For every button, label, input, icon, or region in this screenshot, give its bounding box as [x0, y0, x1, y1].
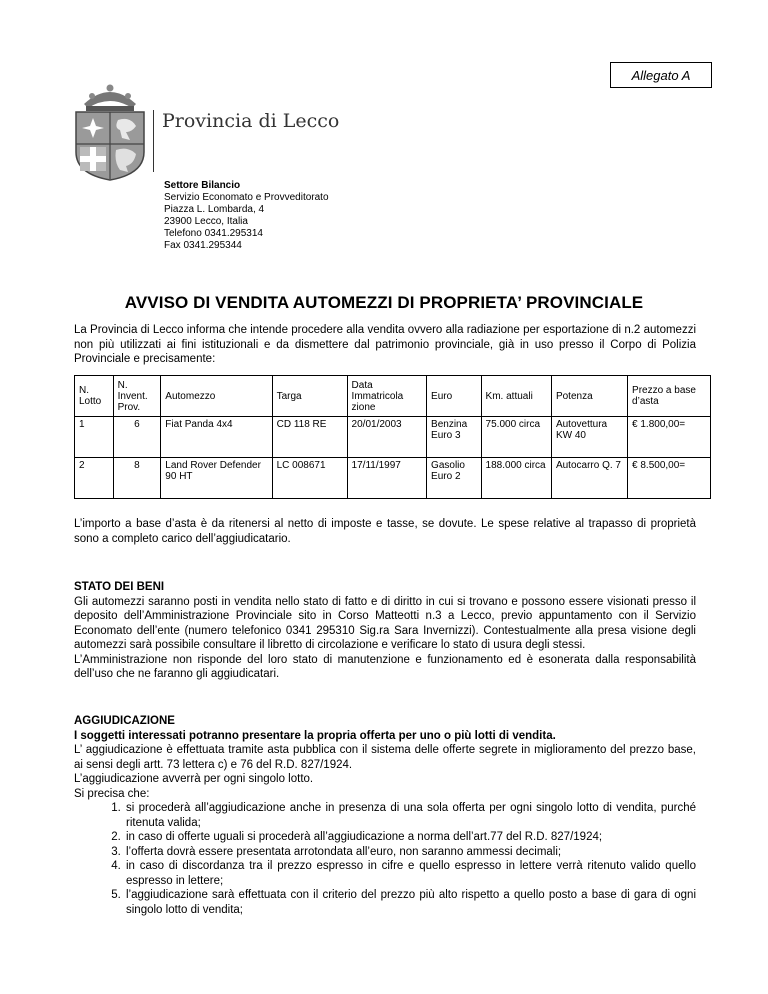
importo-note: L’importo a base d’asta è da ritenersi al netto di imposte e tasse, se dovute. Le spese relative al trapasso di proprietà sono a completo carico dell’aggiudicatario.: [74, 518, 696, 545]
header-cell: Data Immatricola zione: [347, 376, 427, 417]
bold-line-text: I soggetti interessati potranno presentare la propria offerta per uno o più lotti di vendita: [74, 729, 553, 742]
settore-title: Settore Bilancio: [164, 180, 241, 191]
table-cell: 75.000 circa: [481, 417, 551, 458]
table-cell: 20/01/2003: [347, 417, 427, 458]
table-cell: Land Rover Defender 90 HT: [161, 458, 272, 499]
list-item: 3. l’offerta dovrà essere presentata arrotondata all’euro, non saranno ammessi decimali;: [124, 845, 696, 860]
table-cell: Fiat Panda 4x4: [161, 417, 272, 458]
document-title: AVVISO DI VENDITA AUTOMEZZI DI PROPRIETA’ PROVINCIALE: [124, 293, 644, 312]
header-cell: Prezzo a base d’asta: [628, 376, 711, 417]
phone-line: Telefono 0341.295314: [164, 228, 263, 239]
aggiudicazione-bold-line: I soggetti interessati potranno presentare la propria offerta per uno o più lotti di vendita.: [74, 729, 556, 742]
logo-divider: [153, 110, 154, 172]
aggiudicazione-paragraph: L’ aggiudicazione è effettuata tramite asta pubblica con il sistema delle offerte segrete in miglioramento del prezzo base, ai sensi degli artt. 73 lettera c) e 76 del R.D. 827/1924.: [74, 744, 696, 771]
list-item: 5. l’aggiudicazione sarà effettuata con il criterio del prezzo più alto rispetto a quello posto a base di gara di ogni singolo lotto di vendita;: [124, 888, 696, 917]
intro-paragraph: La Provincia di Lecco informa che intende procedere alla vendita ovvero alla radiazione per esportazione di n.2 automezzi non più utilizzati ai fini istituzionali e da dismettere dal patrimonio provinciale, già in uso presso il Corpo di Polizia Provinciale e precisamente:: [74, 324, 696, 365]
table-cell: CD 118 RE: [272, 417, 347, 458]
address-line: Piazza L. Lombarda, 4: [164, 204, 265, 215]
table-cell: 1: [75, 417, 114, 458]
address-line: Servizio Economato e Provveditorato: [164, 192, 329, 203]
table-header-row: [75, 376, 711, 417]
table-cell: 2: [75, 458, 114, 499]
address-line: 23900 Lecco, Italia: [164, 216, 248, 227]
table-cell: 8: [113, 458, 161, 499]
stato-heading: STATO DEI BENI: [74, 581, 165, 593]
allegato-label: [610, 62, 712, 88]
vehicles-table: [74, 375, 711, 499]
fax-line: Fax 0341.295344: [164, 240, 242, 251]
header-cell: Km. attuali: [481, 376, 551, 417]
table-cell: Autocarro Q. 7: [551, 458, 627, 499]
table-cell: 188.000 circa: [481, 458, 551, 499]
allegato-text: Allegato A: [631, 67, 691, 83]
table-cell: Autovettura KW 40: [551, 417, 627, 458]
aggiudicazione-paragraph: L’aggiudicazione avverrà per ogni singolo lotto.: [74, 773, 314, 785]
list-item: 4. in caso di discordanza tra il prezzo espresso in cifre e quello espresso in lettere verrà ritenuto valido quello espresso in lettere;: [124, 859, 696, 888]
table-cell: € 8.500,00=: [628, 458, 711, 499]
aggiudicazione-section: [74, 714, 696, 801]
entity-name: Provincia di Lecco: [162, 110, 340, 132]
list-item: 2. in caso di offerte uguali si procederà all’aggiudicazione a norma dell’art.77 del R.D. 827/1924;: [124, 830, 696, 845]
table-cell: LC 008671: [272, 458, 347, 499]
stato-paragraph: L’Amministrazione non risponde del loro stato di manutenzione e funzionamento ed è esonerata dalla responsabilità dell’uso che ne faranno gli aggiudicatari.: [74, 653, 696, 680]
table-cell: € 1.800,00=: [628, 417, 711, 458]
table-cell: Gasolio Euro 2: [427, 458, 482, 499]
provincia-coat-of-arms-icon: [70, 82, 150, 182]
table-cell: 17/11/1997: [347, 458, 427, 499]
settore-block: [164, 180, 329, 252]
header-cell: N. Lotto: [75, 376, 114, 417]
header-cell: N. Invent. Prov.: [113, 376, 161, 417]
aggiudicazione-heading: AGGIUDICAZIONE: [74, 715, 175, 727]
table-row: [75, 458, 711, 499]
conditions-list: [74, 801, 696, 917]
list-item: 1. si procederà all’aggiudicazione anche in presenza di una sola offerta per ogni singolo lotto di vendita, purché ritenuta valida;: [124, 801, 696, 830]
table-row: [75, 417, 711, 458]
aggiudicazione-paragraph: Si precisa che:: [74, 787, 150, 800]
table-cell: 6: [113, 417, 161, 458]
header-cell: Potenza: [551, 376, 627, 417]
header-cell: Euro: [427, 376, 482, 417]
table-cell: Benzina Euro 3: [427, 417, 482, 458]
header-cell: Automezzo: [161, 376, 272, 417]
stato-paragraph: Gli automezzi saranno posti in vendita nello stato di fatto e di diritto in cui si trovano e possono essere visionati presso il deposito dell’Amministrazione Provinciale sito in Corso Matteotti n.3 a Lecco, previo appuntamento con il Servizio Economato dell’ente (numero telefonico 0341 295310 Sig.ra Sara Invernizzi). Contestualmente alla presa visione degli automezzi sarà possibile consultare il libretto di circolazione e verificare lo stato di usura degli stessi.: [74, 595, 696, 651]
stato-section: [74, 580, 696, 682]
header-cell: Targa: [272, 376, 347, 417]
